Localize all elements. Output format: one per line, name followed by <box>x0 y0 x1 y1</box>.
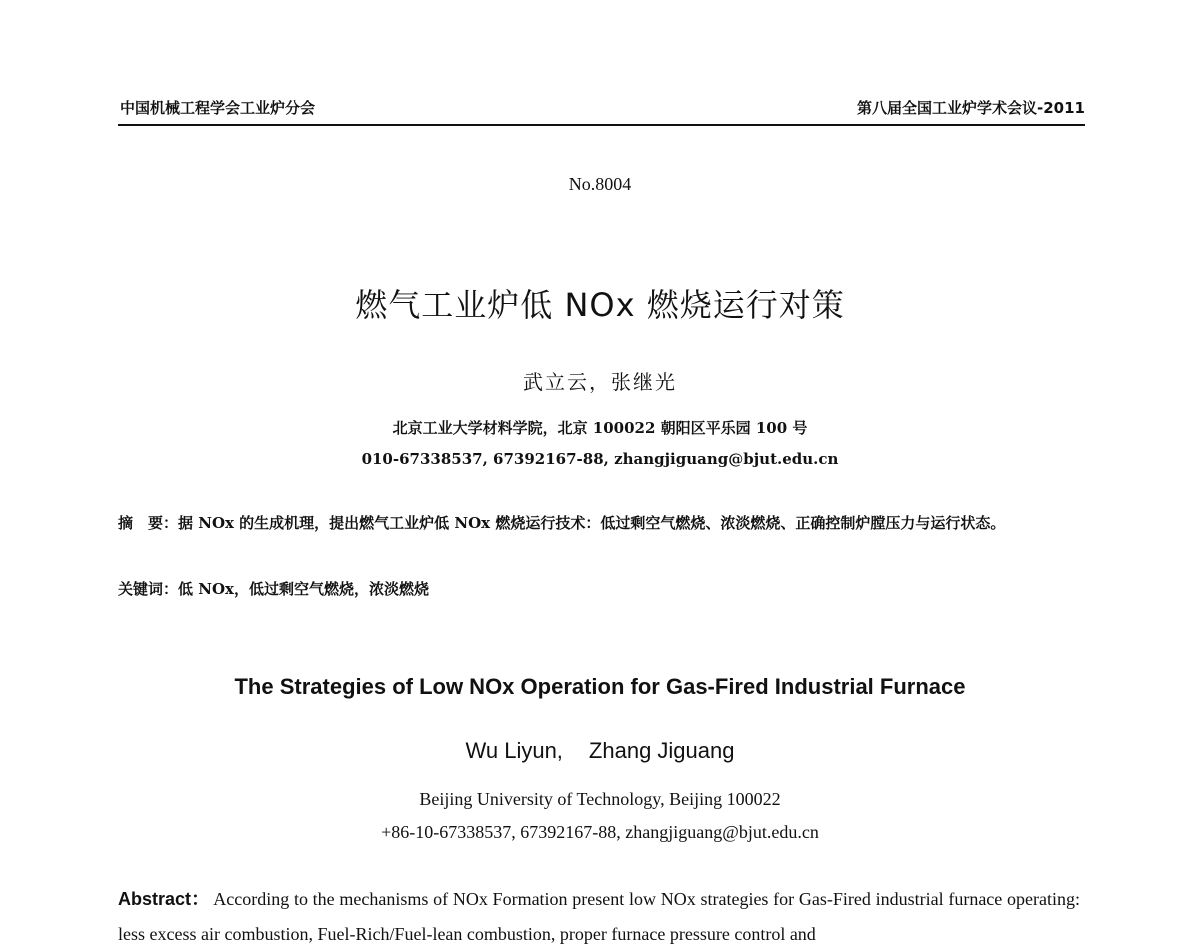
chinese-authors: 武立云，张继光 <box>523 370 677 394</box>
paper-number: No.8004 <box>568 174 632 194</box>
running-header <box>118 96 1085 126</box>
chinese-affiliation: 北京工业大学材料学院，北京 100022 朝阳区平乐园 100 号 <box>392 419 808 437</box>
chinese-abstract-label: 摘 要： <box>118 514 179 532</box>
english-author-2: Zhang Jiguang <box>588 738 735 763</box>
english-contact: +86-10-67338537, 67392167-88, zhangjiguang@bjut.edu.cn <box>381 822 819 842</box>
chinese-keywords-label: 关键词： <box>118 580 179 598</box>
english-title: The Strategies of Low NOx Operation for Gas-Fired Industrial Furnace <box>234 674 966 699</box>
header-conference: 第八届全国工业炉学术会议-2011 <box>857 99 1085 117</box>
chinese-keywords-text: 低 NOx，低过剩空气燃烧，浓淡燃烧 <box>178 580 429 598</box>
english-authors <box>0 738 1200 764</box>
chinese-contact: 010-67338537, 67392167-88, zhangjiguang@bjut.edu.cn <box>361 450 839 468</box>
chinese-keywords <box>118 575 1084 603</box>
chinese-abstract <box>118 509 1084 537</box>
english-affiliation: Beijing University of Technology, Beijing 100022 <box>419 789 781 809</box>
english-abstract-text: According to the mechanisms of NOx Formation present low NOx strategies for Gas-Fired industrial furnace operating: less excess air combustion, Fuel-Rich/Fuel-lean combustion, proper furnace pressure control and <box>118 889 1080 944</box>
english-abstract-label: Abstract： <box>118 889 210 909</box>
chinese-abstract-text: 据 NOx 的生成机理，提出燃气工业炉低 NOx 燃烧运行技术：低过剩空气燃烧、浓淡燃烧、正确控制炉膛压力与运行状态。 <box>178 514 1006 532</box>
english-author-1: Wu Liyun, <box>465 738 563 763</box>
english-abstract <box>118 882 1080 952</box>
header-society: 中国机械工程学会工业炉分会 <box>120 99 316 117</box>
chinese-title: 燃气工业炉低 NOx 燃烧运行对策 <box>355 286 845 324</box>
